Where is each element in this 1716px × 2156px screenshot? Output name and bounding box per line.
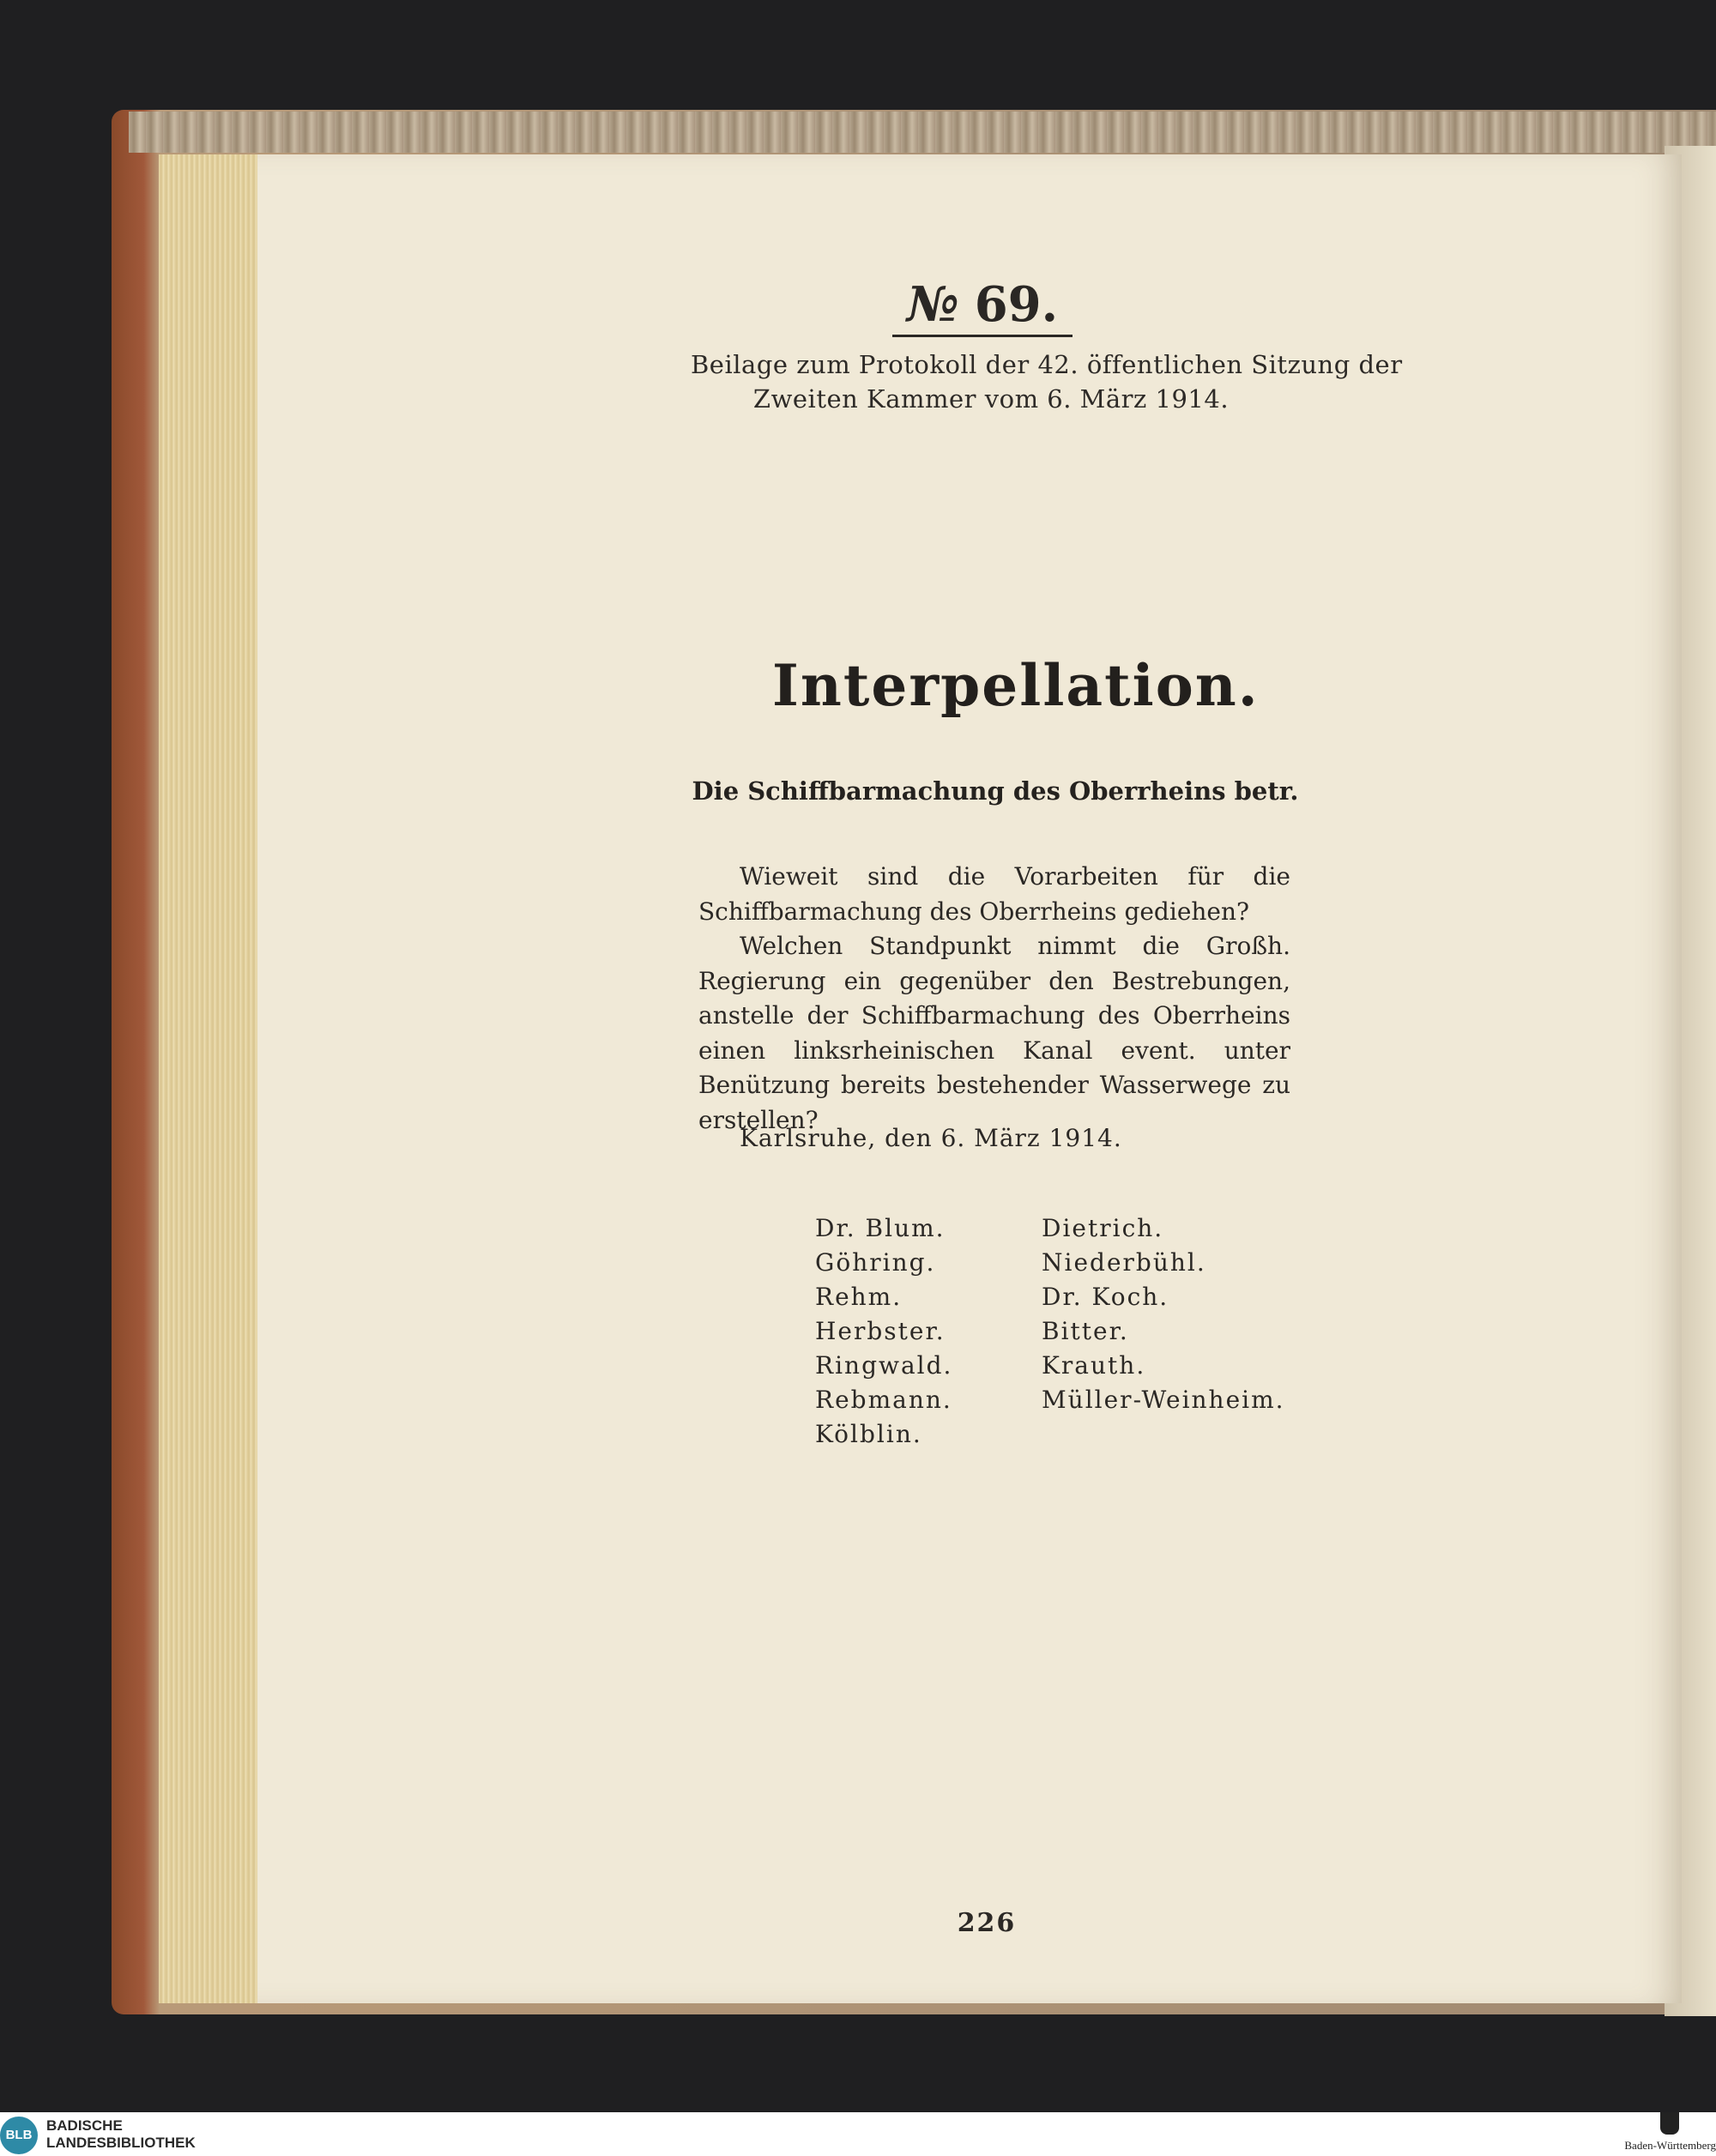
signatory: Niederbühl. xyxy=(1042,1248,1206,1277)
signatory: Dr. Blum. xyxy=(815,1214,946,1242)
signatory: Göhring. xyxy=(815,1248,936,1277)
subtitle-line-2: Zweiten Kammer vom 6. März 1914. xyxy=(752,384,1230,414)
signatory: Müller-Weinheim. xyxy=(1042,1386,1285,1414)
signatory: Krauth. xyxy=(1042,1351,1146,1380)
page-number: 226 xyxy=(957,1908,1017,1938)
signatory: Bitter. xyxy=(1042,1317,1129,1345)
signatories-left xyxy=(815,1211,1004,1452)
viewer-footer xyxy=(0,2112,1716,2156)
number-value: 69. xyxy=(974,276,1059,333)
topic-heading: Die Schiffbarmachung des Oberrheins betr. xyxy=(692,776,1299,806)
library-name-line-2: LANDESBIBLIOTHEK xyxy=(46,2135,196,2151)
signatory: Ringwald. xyxy=(815,1351,953,1380)
signatory: Herbster. xyxy=(815,1317,946,1345)
number-prefix: № xyxy=(906,276,959,333)
state-name[interactable]: Baden-Württemberg xyxy=(1624,2139,1716,2152)
library-name[interactable] xyxy=(46,2117,196,2152)
interpellation-text xyxy=(698,860,1290,1138)
page-title: Interpellation. xyxy=(772,652,1260,719)
subtitle-line-1: Beilage zum Protokoll der 42. öffentlichen Sitzung der xyxy=(691,350,1403,379)
signatory: Rehm. xyxy=(815,1283,903,1311)
question-paragraph-2: Welchen Standpunkt nimmt die Großh. Regierung ein gegenüber den Bestrebungen, anstelle der Schiffbarmachung des Oberrheins einen linksrheinischen Kanal event. unter Benützung bereits bestehender Wasserwege zu erstellen? xyxy=(698,932,1290,1134)
signatory: Rebmann. xyxy=(815,1386,952,1414)
page-edges xyxy=(159,154,262,2003)
signatory: Kölblin. xyxy=(815,1420,922,1448)
question-paragraph-1: Wieweit sind die Vorarbeiten für die Schiffbarmachung des Oberrheins gediehen? xyxy=(698,862,1290,926)
place-date: Karlsruhe, den 6. März 1914. xyxy=(740,1124,1122,1152)
signatories-right xyxy=(1042,1211,1316,1417)
signatory: Dr. Koch. xyxy=(1042,1283,1169,1311)
signatory: Dietrich. xyxy=(1042,1214,1164,1242)
book-cover-top-edge xyxy=(129,112,1716,153)
library-logo-icon[interactable]: BLB xyxy=(0,2117,38,2154)
state-crest-icon xyxy=(1660,2112,1679,2135)
document-number xyxy=(892,276,1072,337)
library-name-line-1: BADISCHE xyxy=(46,2117,123,2134)
